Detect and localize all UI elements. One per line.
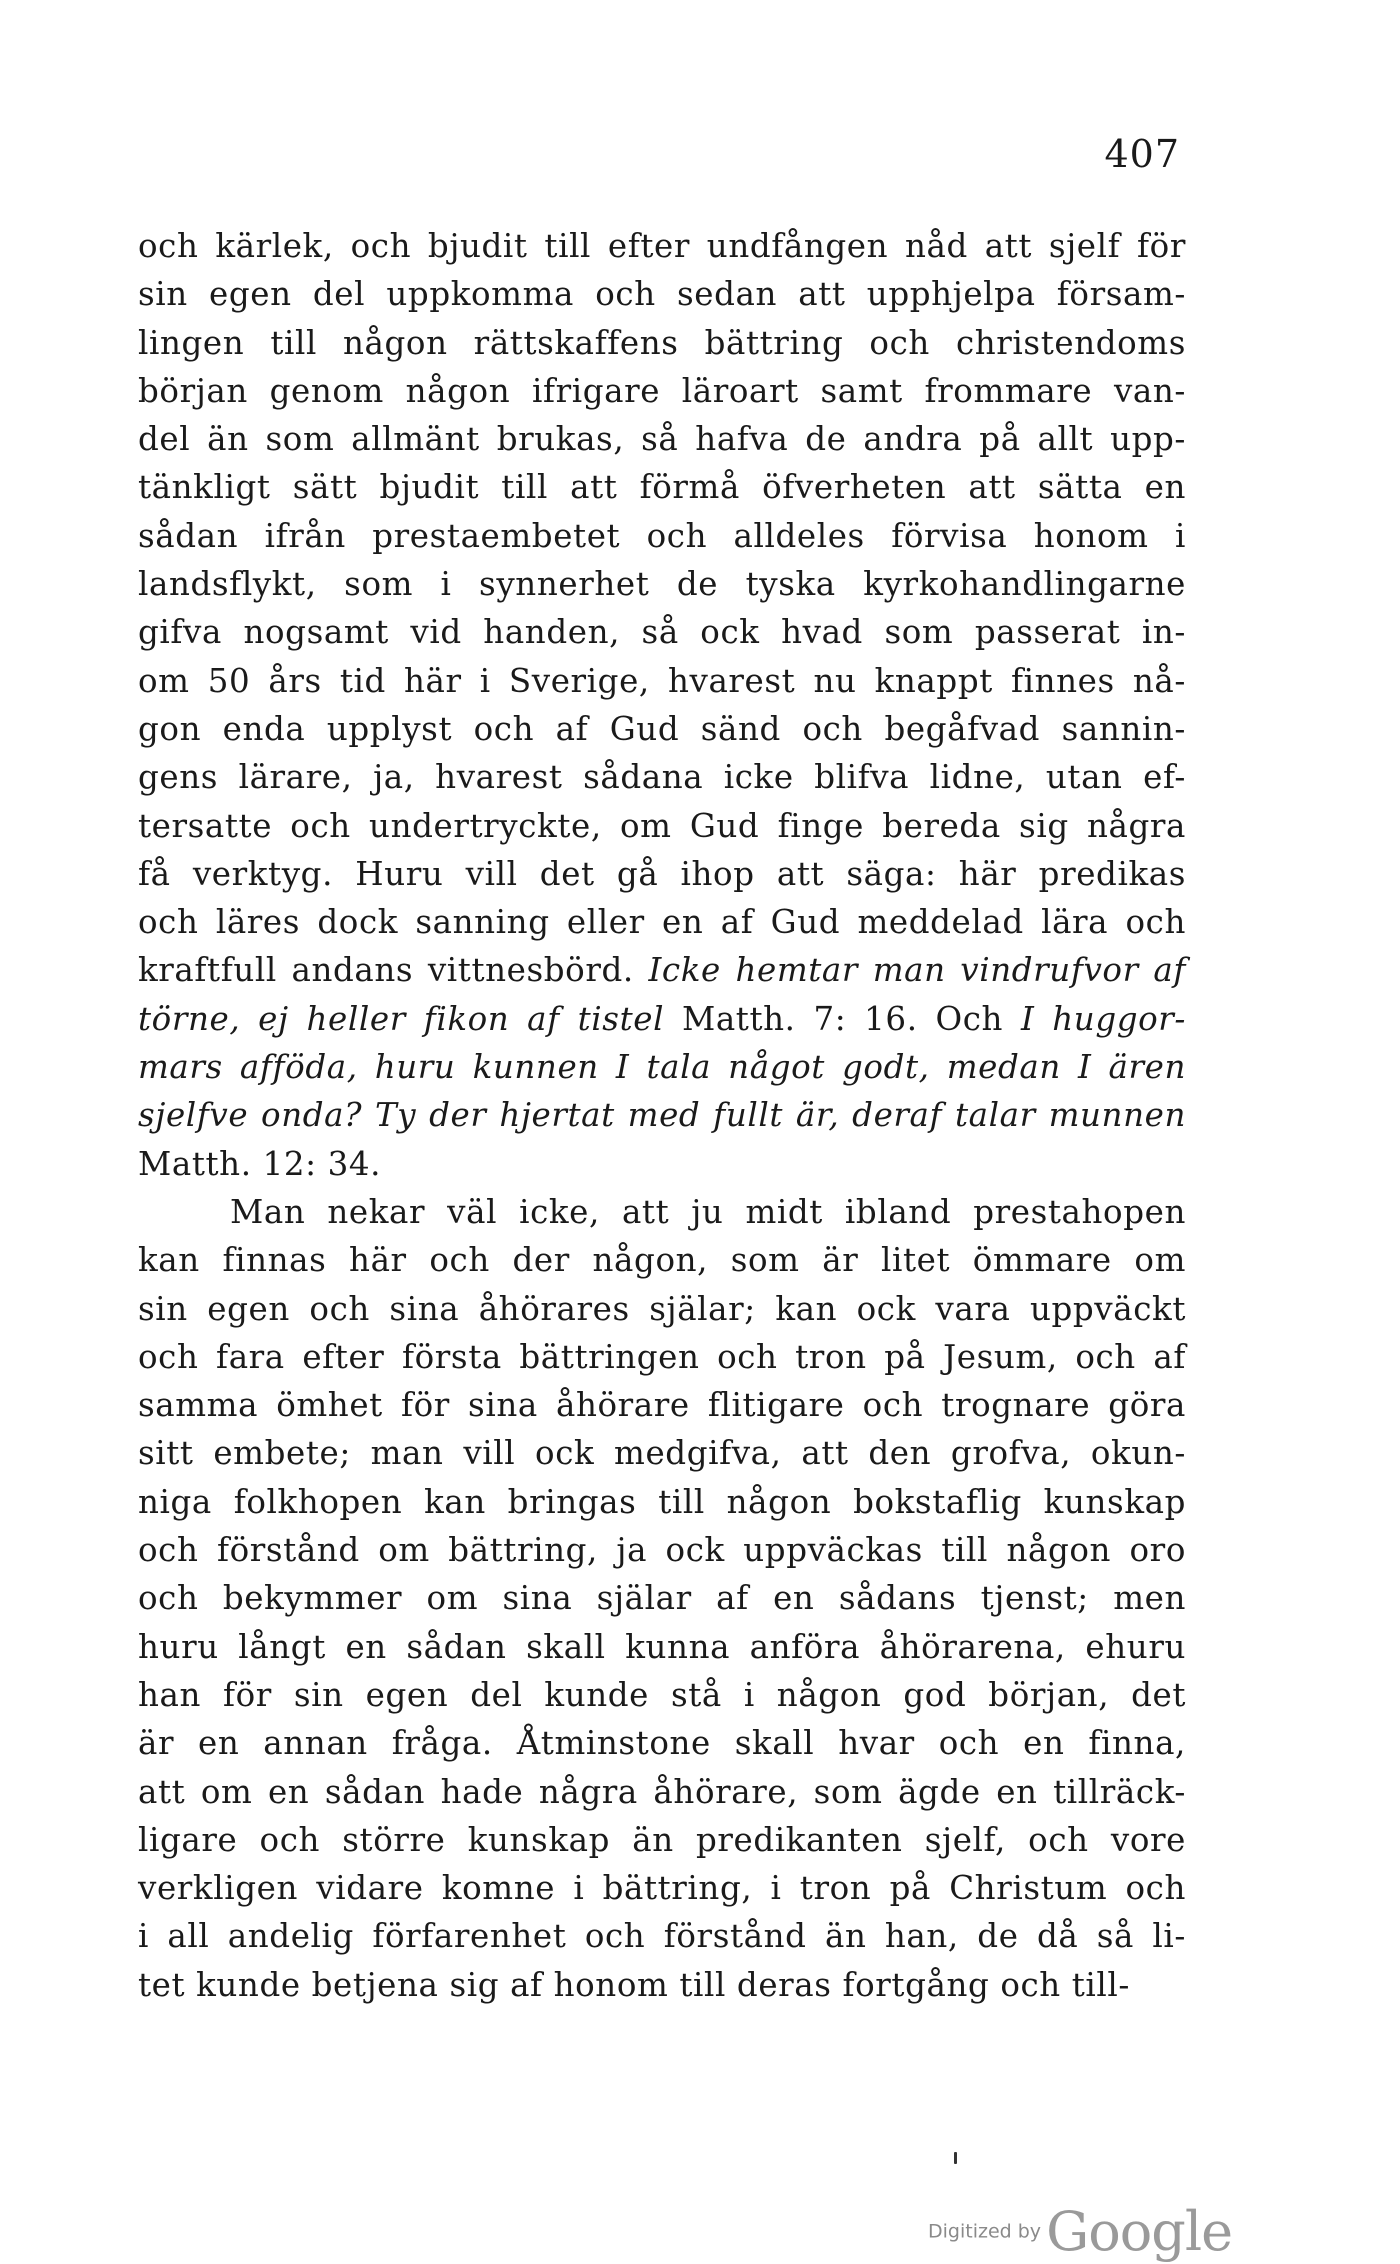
body-text: ligare och större kunskap än predikanten sjelf, och vore: [138, 1820, 1186, 1859]
body-text: kraftfull andans vittnesbörd.: [138, 951, 649, 990]
ink-speck: [954, 2152, 957, 2164]
body-text: sin egen del uppkomma och sedan att upphjelpa försam-: [138, 275, 1186, 314]
text-line: [138, 1912, 1186, 1960]
text-line: [138, 898, 1186, 946]
body-text: niga folkhopen kan bringas till någon bokstaflig kunskap: [138, 1482, 1186, 1521]
italic-text: mars afföda, huru kunnen I tala något godt, medan I ären: [138, 1048, 1186, 1087]
text-line: [138, 222, 1186, 270]
body-text: i all andelig förfarenhet och förstånd än han, de då så li-: [138, 1917, 1186, 1956]
text-line: [138, 705, 1186, 753]
text-line: [138, 1236, 1186, 1284]
text-line: [138, 512, 1186, 560]
body-text: sitt embete; man vill ock medgifva, att den grofva, okun-: [138, 1434, 1186, 1473]
body-text: tersatte och undertryckte, om Gud finge bereda sig några: [138, 806, 1186, 845]
text-line: [138, 657, 1186, 705]
body-text: verkligen vidare komne i bättring, i tron på Christum och: [138, 1869, 1186, 1908]
body-text: gon enda upplyst och af Gud sänd och begåfvad sannin-: [138, 709, 1186, 748]
text-line: [138, 1478, 1186, 1526]
body-text: få verktyg. Huru vill det gå ihop att säga: här predikas: [138, 854, 1186, 893]
digitized-by-label: Digitized by: [928, 2220, 1042, 2243]
body-text: är en annan fråga. Åtminstone skall hvar och en finna,: [138, 1724, 1186, 1763]
body-text: sin egen och sina åhörares själar; kan ock vara uppväckt: [138, 1289, 1186, 1328]
text-line: [138, 802, 1186, 850]
text-line: [138, 415, 1186, 463]
body-text: att om en sådan hade några åhörare, som ägde en tillräck-: [138, 1772, 1186, 1811]
body-text: och fara efter första bättringen och tron på Jesum, och af: [138, 1337, 1186, 1376]
text-line: [138, 1381, 1186, 1429]
text-line: [138, 1623, 1186, 1671]
body-text: och förstånd om bättring, ja ock uppväckas till någon oro: [138, 1531, 1186, 1570]
body-text: och kärlek, och bjudit till efter undfången nåd att sjelf för: [138, 227, 1186, 265]
text-line: [138, 850, 1186, 898]
body-text: huru långt en sådan skall kunna anföra åhörarena, ehuru: [138, 1627, 1186, 1666]
text-line: [138, 608, 1186, 656]
text-line: [138, 1864, 1186, 1912]
text-line: [138, 1429, 1186, 1477]
body-text: gens lärare, ja, hvarest sådana icke blifva lidne, utan ef-: [138, 758, 1186, 797]
text-line: [138, 1333, 1186, 1381]
body-text: gifva nogsamt vid handen, så ock hvad som passerat in-: [138, 613, 1186, 652]
text-line: [138, 367, 1186, 415]
text-line: [138, 1719, 1186, 1767]
page-number: 407: [1104, 132, 1180, 176]
google-logo: Google: [1046, 2200, 1233, 2263]
body-text: om 50 års tid här i Sverige, hvarest nu knappt finnes nå-: [138, 661, 1186, 700]
italic-text: sjelfve onda? Ty der hjertat med fullt är, deraf talar munnen: [138, 1096, 1186, 1135]
text-line: [138, 319, 1186, 367]
body-text: han för sin egen del kunde stå i någon god början, det: [138, 1675, 1186, 1714]
text-line: [138, 270, 1186, 318]
text-block: [138, 222, 1186, 2009]
body-text: landsflykt, som i synnerhet de tyska kyrkohandlingarne: [138, 565, 1186, 604]
body-text: lingen till någon rättskaffens bättring och christendoms: [138, 323, 1186, 362]
body-text: samma ömhet för sina åhörare flitigare och trognare göra: [138, 1386, 1186, 1425]
text-line: [138, 1961, 1186, 2009]
paragraph: [138, 1188, 1186, 2009]
text-line: [138, 463, 1186, 511]
body-text: del än som allmänt brukas, så hafva de andra på allt upp-: [138, 420, 1186, 459]
text-line: [138, 946, 1186, 994]
text-line: [138, 753, 1186, 801]
body-text: tet kunde betjena sig af honom till deras fortgång och till-: [138, 1965, 1130, 2004]
body-text: Matth. 7: 16. Och: [664, 999, 1021, 1038]
text-line: [138, 1574, 1186, 1622]
text-line: [138, 1671, 1186, 1719]
italic-text: Icke hemtar man vindrufvor af: [648, 951, 1186, 990]
italic-text: törne, ej heller fikon af tistel: [138, 999, 665, 1038]
text-line: [138, 1285, 1186, 1333]
text-line: [138, 1043, 1186, 1091]
body-text: början genom någon ifrigare läroart samt frommare van-: [138, 371, 1186, 410]
text-line: [138, 1140, 1186, 1188]
italic-text: I huggor-: [1020, 999, 1187, 1038]
text-line: [138, 1091, 1186, 1139]
body-text: och läres dock sanning eller en af Gud meddelad lära och: [138, 903, 1186, 942]
text-line: [138, 560, 1186, 608]
digitized-watermark: [928, 2200, 1232, 2263]
body-text: Matth. 12: 34.: [138, 1144, 382, 1183]
text-line: [138, 1816, 1186, 1864]
text-line: [138, 1768, 1186, 1816]
body-text: Man nekar väl icke, att ju midt ibland prestahopen: [230, 1192, 1186, 1231]
body-text: kan finnas här och der någon, som är litet ömmare om: [138, 1241, 1186, 1280]
text-line: [138, 1188, 1186, 1236]
text-line: [138, 995, 1186, 1043]
body-text: sådan ifrån prestaembetet och alldeles förvisa honom i: [138, 516, 1186, 555]
body-text: och bekymmer om sina själar af en sådans tjenst; men: [138, 1579, 1186, 1618]
text-line: [138, 1526, 1186, 1574]
paragraph: [138, 222, 1186, 1188]
body-text: tänkligt sätt bjudit till att förmå öfverheten att sätta en: [138, 468, 1186, 507]
